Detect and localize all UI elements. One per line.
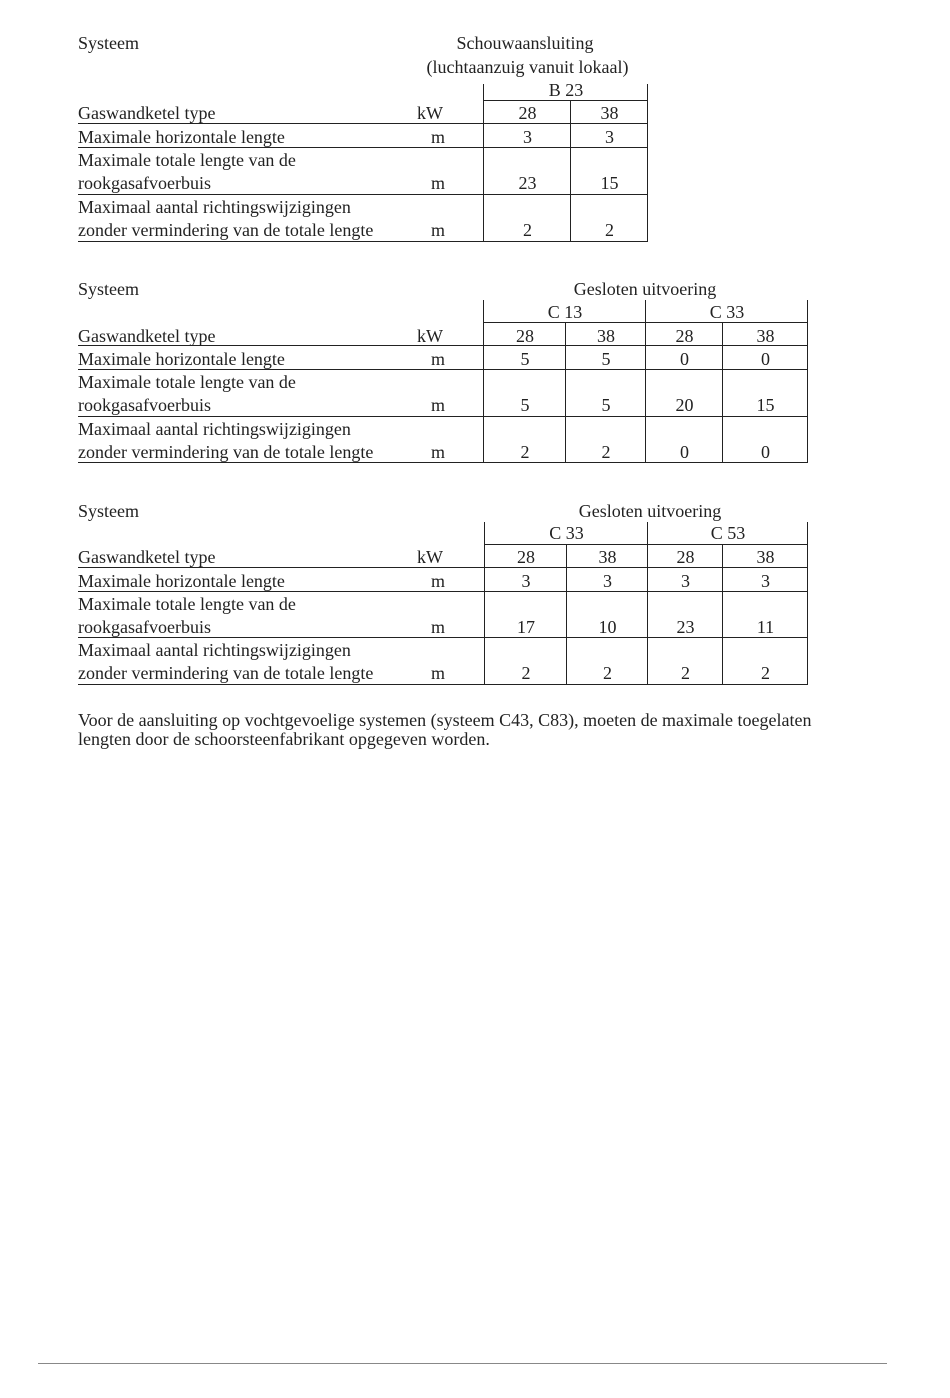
row-label: Maximale totale lengte van de [78,150,296,170]
table-subtitle: (luchtaanzuig vanuit lokaal) [426,57,629,77]
table-cell: 3 [605,127,614,147]
row-label-cont: rookgasafvoerbuis [78,395,211,415]
rule [645,300,646,463]
table-title: Gesloten uitvoering [573,279,717,299]
rule [78,147,648,148]
row-label: Maximale totale lengte van de [78,594,296,614]
row-label-cont: rookgasafvoerbuis [78,617,211,637]
system-label: Systeem [78,501,139,521]
system-label: Systeem [78,279,139,299]
table-cell: 5 [520,395,530,415]
table-cell: 3 [523,127,532,147]
rule [78,684,808,685]
table-cell: 23 [676,617,695,637]
row-label: Gaswandketel type [78,103,216,123]
rule [484,522,485,685]
rule [78,637,808,638]
rule [566,544,567,685]
row-unit: kW [417,547,443,567]
table-cell: 2 [761,663,770,683]
rule [647,522,648,685]
table-cell: 3 [521,571,531,591]
row-label-cont: zonder vermindering van de totale lengte [78,663,374,683]
rule [565,322,566,463]
table-cell: 2 [605,220,614,240]
row-unit: m [430,663,445,683]
row-label: Gaswandketel type [78,326,216,346]
row-unit: m [430,220,445,240]
rule [484,100,648,101]
row-unit: m [430,442,445,462]
row-unit: kW [417,326,443,346]
rule [807,300,808,463]
rule [483,300,484,463]
table-title: Schouwaansluiting [456,33,594,53]
rule [78,591,808,592]
table-cell: 15 [600,173,619,193]
row-label-cont: zonder vermindering van de totale lengte [78,220,374,240]
row-label: Maximale horizontale lengte [78,127,285,147]
table-cell: 0 [761,349,770,369]
table-cell: 0 [680,442,689,462]
table-cell: 38 [756,326,775,346]
row-label: Maximaal aantal richtingswijzigingen [78,640,351,660]
table-cell: 28 [518,103,537,123]
table-cell: 28 [675,326,694,346]
rule [78,416,808,417]
group-header: C 33 [709,302,745,322]
rule [722,544,723,685]
rule [647,84,648,242]
table-cell: 3 [603,571,612,591]
table-cell: 17 [517,617,535,637]
table-cell: 2 [521,663,531,683]
row-unit: m [430,617,445,637]
table-cell: 28 [516,326,534,346]
row-label: Maximale totale lengte van de [78,372,296,392]
group-header: B 23 [548,80,584,100]
table-cell: 5 [520,349,530,369]
table-cell: 5 [601,349,611,369]
group-header: C 53 [710,523,746,543]
table-cell: 38 [600,103,619,123]
rule [483,84,484,242]
group-header: C 13 [547,302,583,322]
table-cell: 2 [681,663,690,683]
table-cell: 2 [520,442,530,462]
table-cell: 20 [675,395,694,415]
table-cell: 38 [756,547,775,567]
rule [722,322,723,463]
table-cell: 3 [681,571,690,591]
rule [78,241,648,242]
table-cell: 2 [601,442,611,462]
rule [78,194,648,195]
rule [484,322,808,323]
rule [78,345,808,346]
table-cell: 3 [761,571,770,591]
row-label-cont: rookgasafvoerbuis [78,173,211,193]
rule [570,100,571,242]
table-cell: 0 [680,349,689,369]
row-label: Maximaal aantal richtingswijzigingen [78,419,351,439]
row-unit: m [430,571,445,591]
table-cell: 2 [603,663,612,683]
rule [807,522,808,685]
table-cell: 28 [676,547,695,567]
table-cell: 23 [518,173,537,193]
footnote-text: Voor de aansluiting op vochtgevoelige systemen (systeem C43, C83), moeten de maximale toegelaten lengten door de schoorsteenfabrikant opgegeven worden. [78,710,812,749]
group-header: C 33 [549,523,584,543]
rule [78,567,808,568]
footer-divider [38,1363,887,1364]
table-cell: 11 [756,617,775,637]
row-label: Maximale horizontale lengte [78,349,285,369]
row-unit: m [430,349,445,369]
table-cell: 2 [523,220,532,240]
rule [78,462,808,463]
row-unit: m [430,395,445,415]
table-cell: 28 [517,547,535,567]
row-unit: m [430,127,445,147]
table-cell: 38 [598,547,617,567]
row-label: Maximaal aantal richtingswijzigingen [78,197,351,217]
row-unit: m [430,173,445,193]
row-label-cont: zonder vermindering van de totale lengte [78,442,374,462]
row-label: Gaswandketel type [78,547,216,567]
table-title: Gesloten uitvoering [578,501,722,521]
table-cell: 0 [761,442,770,462]
table-cell: 15 [756,395,775,415]
row-unit: kW [417,103,443,123]
table-cell: 10 [598,617,617,637]
row-label: Maximale horizontale lengte [78,571,285,591]
rule [78,369,808,370]
table-cell: 5 [601,395,611,415]
system-label: Systeem [78,33,139,53]
rule [78,123,648,124]
table-cell: 38 [597,326,615,346]
